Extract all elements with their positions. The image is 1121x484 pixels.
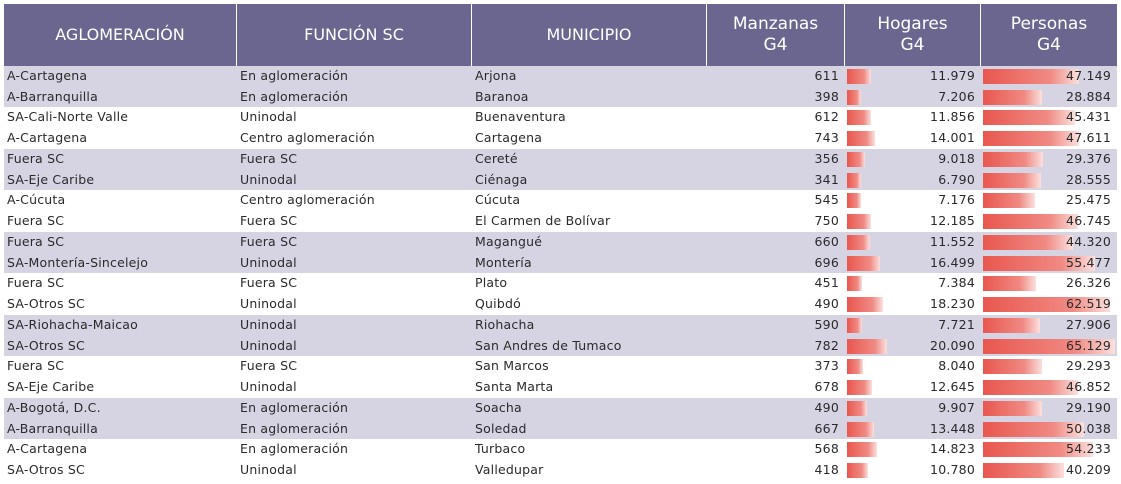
cell-personas	[981, 439, 1117, 460]
cell-hogares-value: 18.230	[930, 295, 975, 311]
cell-hogares	[845, 460, 981, 481]
cell-personas-value: 65.129	[1066, 337, 1111, 353]
table-body	[4, 66, 1117, 480]
header-personas-line1: Personas	[1010, 13, 1088, 34]
cell-personas-value: 27.906	[1066, 317, 1111, 332]
table-row	[4, 87, 1117, 108]
cell-personas-value: 40.209	[1066, 461, 1111, 477]
cell-aglomeracion: SA-Eje Caribe	[7, 378, 95, 394]
table-row	[4, 377, 1117, 398]
table-row	[4, 190, 1117, 211]
header-manzanas	[707, 4, 845, 66]
cell-municipio: Cereté	[475, 151, 518, 166]
header-personas	[981, 4, 1117, 66]
cell-municipio: Quibdó	[475, 295, 521, 311]
cell-hogares-value: 7.721	[938, 317, 975, 332]
cell-hogares	[845, 273, 981, 294]
cell-manzanas: 611	[814, 68, 839, 83]
cell-funcion: En aglomeración	[240, 68, 349, 83]
cell-manzanas: 660	[814, 234, 839, 249]
cell-municipio: Soledad	[475, 420, 527, 436]
cell-hogares-value: 12.645	[930, 378, 975, 394]
cell-personas-value: 28.884	[1066, 88, 1111, 104]
cell-funcion: Uninodal	[240, 109, 297, 124]
cell-hogares-value: 10.780	[930, 461, 975, 477]
cell-aglomeracion: Fuera SC	[7, 358, 65, 373]
table-row	[4, 211, 1117, 232]
cell-personas	[981, 253, 1117, 274]
header-aglomeracion: AGLOMERACIÓN	[4, 4, 237, 66]
cell-personas	[981, 377, 1117, 398]
table-row	[4, 460, 1117, 481]
cell-personas	[981, 211, 1117, 232]
cell-manzanas: 418	[814, 461, 839, 477]
table-row	[4, 170, 1117, 191]
cell-personas-value: 29.376	[1066, 151, 1111, 166]
cell-personas-value: 54.233	[1066, 441, 1111, 456]
data-table	[4, 4, 1117, 480]
cell-personas	[981, 336, 1117, 357]
cell-personas-value: 46.745	[1066, 212, 1111, 228]
cell-manzanas: 743	[814, 129, 839, 145]
cell-municipio: Magangué	[475, 234, 543, 249]
cell-hogares	[845, 253, 981, 274]
cell-municipio: Cúcuta	[475, 192, 521, 207]
cell-funcion: En aglomeración	[240, 441, 349, 456]
cell-personas	[981, 294, 1117, 315]
cell-funcion: Uninodal	[240, 254, 297, 270]
cell-personas-value: 45.431	[1066, 109, 1111, 124]
cell-municipio: Baranoa	[475, 88, 529, 104]
cell-funcion: En aglomeración	[240, 400, 349, 415]
cell-hogares-value: 7.206	[938, 88, 975, 104]
cell-aglomeracion: Fuera SC	[7, 275, 65, 290]
cell-aglomeracion: Fuera SC	[7, 151, 65, 166]
cell-municipio: Cartagena	[475, 129, 543, 145]
cell-personas-value: 55.477	[1066, 254, 1111, 270]
cell-manzanas: 696	[814, 254, 839, 270]
cell-hogares-value: 11.856	[930, 109, 975, 124]
header-manzanas-line2: G4	[763, 35, 788, 55]
cell-municipio: San Andres de Tumaco	[475, 337, 622, 353]
cell-personas	[981, 419, 1117, 440]
table-row	[4, 439, 1117, 460]
cell-personas-value: 47.149	[1066, 68, 1111, 83]
cell-manzanas: 490	[814, 295, 839, 311]
cell-funcion: Uninodal	[240, 317, 297, 332]
cell-funcion: Fuera SC	[240, 275, 298, 290]
cell-municipio: Valledupar	[475, 461, 544, 477]
cell-hogares	[845, 170, 981, 191]
header-hogares-line2: G4	[900, 35, 925, 55]
cell-manzanas: 451	[814, 275, 839, 290]
cell-personas-value: 25.475	[1066, 192, 1111, 207]
cell-funcion: Centro aglomeración	[240, 129, 375, 145]
cell-hogares	[845, 315, 981, 336]
cell-funcion: Uninodal	[240, 378, 297, 394]
cell-aglomeracion: SA-Cali-Norte Valle	[7, 109, 129, 124]
cell-municipio: Santa Marta	[475, 378, 554, 394]
table-row	[4, 107, 1117, 128]
cell-hogares-value: 13.448	[930, 420, 975, 436]
header-hogares	[845, 4, 981, 66]
cell-personas	[981, 128, 1117, 149]
cell-funcion: Fuera SC	[240, 151, 298, 166]
cell-municipio: El Carmen de Bolívar	[475, 212, 611, 228]
header-municipio: MUNICIPIO	[472, 4, 707, 66]
table-row	[4, 253, 1117, 274]
cell-hogares	[845, 128, 981, 149]
cell-personas	[981, 398, 1117, 419]
cell-aglomeracion: A-Cúcuta	[7, 192, 66, 207]
cell-hogares-value: 14.001	[930, 129, 975, 145]
cell-funcion: Uninodal	[240, 171, 297, 187]
table-row	[4, 273, 1117, 294]
cell-aglomeracion: A-Cartagena	[7, 68, 88, 83]
table-row	[4, 336, 1117, 357]
cell-hogares	[845, 149, 981, 170]
cell-personas	[981, 149, 1117, 170]
cell-hogares	[845, 66, 981, 87]
cell-personas-value: 62.519	[1066, 295, 1111, 311]
cell-hogares	[845, 232, 981, 253]
cell-funcion: Uninodal	[240, 337, 297, 353]
cell-hogares	[845, 419, 981, 440]
cell-manzanas: 782	[814, 337, 839, 353]
table-row	[4, 148, 1117, 170]
cell-municipio: Buenaventura	[475, 109, 566, 124]
cell-aglomeracion: SA-Montería-Sincelejo	[7, 254, 149, 270]
cell-hogares	[845, 107, 981, 128]
header-personas-line2: G4	[1037, 35, 1061, 55]
cell-municipio: Montería	[475, 254, 532, 270]
cell-manzanas: 545	[814, 192, 839, 207]
cell-manzanas: 398	[814, 88, 839, 104]
cell-hogares	[845, 87, 981, 108]
cell-personas	[981, 87, 1117, 108]
cell-personas	[981, 273, 1117, 294]
cell-personas	[981, 356, 1117, 377]
cell-personas-value: 26.326	[1066, 275, 1111, 290]
cell-personas-value: 29.293	[1066, 358, 1111, 373]
cell-hogares	[845, 294, 981, 315]
cell-municipio: Turbaco	[475, 441, 526, 456]
cell-manzanas: 373	[814, 358, 839, 373]
cell-funcion: Fuera SC	[240, 212, 298, 228]
header-manzanas-line1: Manzanas	[732, 13, 819, 34]
cell-personas-value: 46.852	[1066, 378, 1111, 394]
cell-hogares	[845, 377, 981, 398]
cell-personas-value: 50.038	[1066, 420, 1111, 436]
cell-aglomeracion: SA-Otros SC	[7, 461, 85, 477]
cell-manzanas: 356	[814, 151, 839, 166]
cell-personas	[981, 107, 1117, 128]
table-row	[4, 356, 1117, 377]
cell-hogares-value: 7.384	[938, 275, 975, 290]
cell-funcion: Centro aglomeración	[240, 192, 375, 207]
cell-aglomeracion: Fuera SC	[7, 212, 65, 228]
cell-hogares	[845, 211, 981, 232]
cell-funcion: Uninodal	[240, 295, 297, 311]
cell-hogares-value: 9.907	[938, 400, 975, 415]
cell-personas	[981, 460, 1117, 481]
cell-aglomeracion: A-Barranquilla	[7, 88, 98, 104]
cell-manzanas: 568	[814, 441, 839, 456]
table-row	[4, 294, 1117, 315]
cell-aglomeracion: A-Barranquilla	[7, 420, 98, 436]
cell-municipio: Arjona	[475, 68, 517, 83]
table-row	[4, 314, 1117, 336]
cell-funcion: Fuera SC	[240, 358, 298, 373]
table-row	[4, 397, 1117, 419]
cell-aglomeracion: SA-Otros SC	[7, 337, 85, 353]
table-row	[4, 66, 1117, 87]
cell-manzanas: 341	[814, 171, 839, 187]
cell-funcion: En aglomeración	[240, 88, 349, 104]
cell-hogares	[845, 356, 981, 377]
cell-municipio: San Marcos	[475, 358, 549, 373]
cell-aglomeracion: SA-Otros SC	[7, 295, 85, 311]
cell-manzanas: 490	[814, 400, 839, 415]
cell-municipio: Plato	[475, 275, 508, 290]
cell-aglomeracion: Fuera SC	[7, 234, 65, 249]
cell-personas	[981, 170, 1117, 191]
table-row	[4, 231, 1117, 253]
cell-personas-value: 47.611	[1066, 129, 1111, 145]
cell-hogares-value: 8.040	[938, 358, 975, 373]
cell-manzanas: 612	[814, 109, 839, 124]
cell-funcion: En aglomeración	[240, 420, 349, 436]
cell-personas-value: 44.320	[1066, 234, 1111, 249]
cell-manzanas: 590	[814, 317, 839, 332]
cell-municipio: Riohacha	[475, 317, 535, 332]
cell-aglomeracion: SA-Eje Caribe	[7, 171, 95, 187]
cell-personas	[981, 66, 1117, 87]
cell-personas-value: 29.190	[1066, 400, 1111, 415]
cell-personas	[981, 232, 1117, 253]
table-header	[4, 4, 1117, 66]
cell-hogares	[845, 398, 981, 419]
cell-hogares	[845, 439, 981, 460]
cell-hogares-value: 6.790	[938, 171, 975, 187]
cell-municipio: Soacha	[475, 400, 522, 415]
cell-municipio: Ciénaga	[475, 171, 528, 187]
cell-aglomeracion: A-Bogotá, D.C.	[7, 400, 101, 415]
cell-hogares-value: 11.979	[930, 68, 975, 83]
cell-hogares	[845, 190, 981, 211]
cell-hogares-value: 14.823	[930, 441, 975, 456]
cell-aglomeracion: SA-Riohacha-Maicao	[7, 317, 139, 332]
cell-hogares-value: 20.090	[930, 337, 975, 353]
cell-manzanas: 678	[814, 378, 839, 394]
header-hogares-line1: Hogares	[877, 13, 948, 34]
table-row	[4, 419, 1117, 440]
cell-hogares-value: 11.552	[930, 234, 975, 249]
cell-hogares-value: 16.499	[930, 254, 975, 270]
cell-hogares-value: 7.176	[938, 192, 975, 207]
cell-manzanas: 667	[814, 420, 839, 436]
cell-manzanas: 750	[814, 212, 839, 228]
cell-personas	[981, 190, 1117, 211]
cell-hogares-value: 9.018	[938, 151, 975, 166]
cell-personas	[981, 315, 1117, 336]
cell-hogares	[845, 336, 981, 357]
cell-funcion: Uninodal	[240, 461, 297, 477]
cell-funcion: Fuera SC	[240, 234, 298, 249]
header-funcion-sc: FUNCIÓN SC	[237, 4, 472, 66]
cell-aglomeracion: A-Cartagena	[7, 441, 88, 456]
cell-hogares-value: 12.185	[930, 212, 975, 228]
cell-aglomeracion: A-Cartagena	[7, 129, 88, 145]
cell-personas-value: 28.555	[1066, 171, 1111, 187]
table-row	[4, 128, 1117, 149]
